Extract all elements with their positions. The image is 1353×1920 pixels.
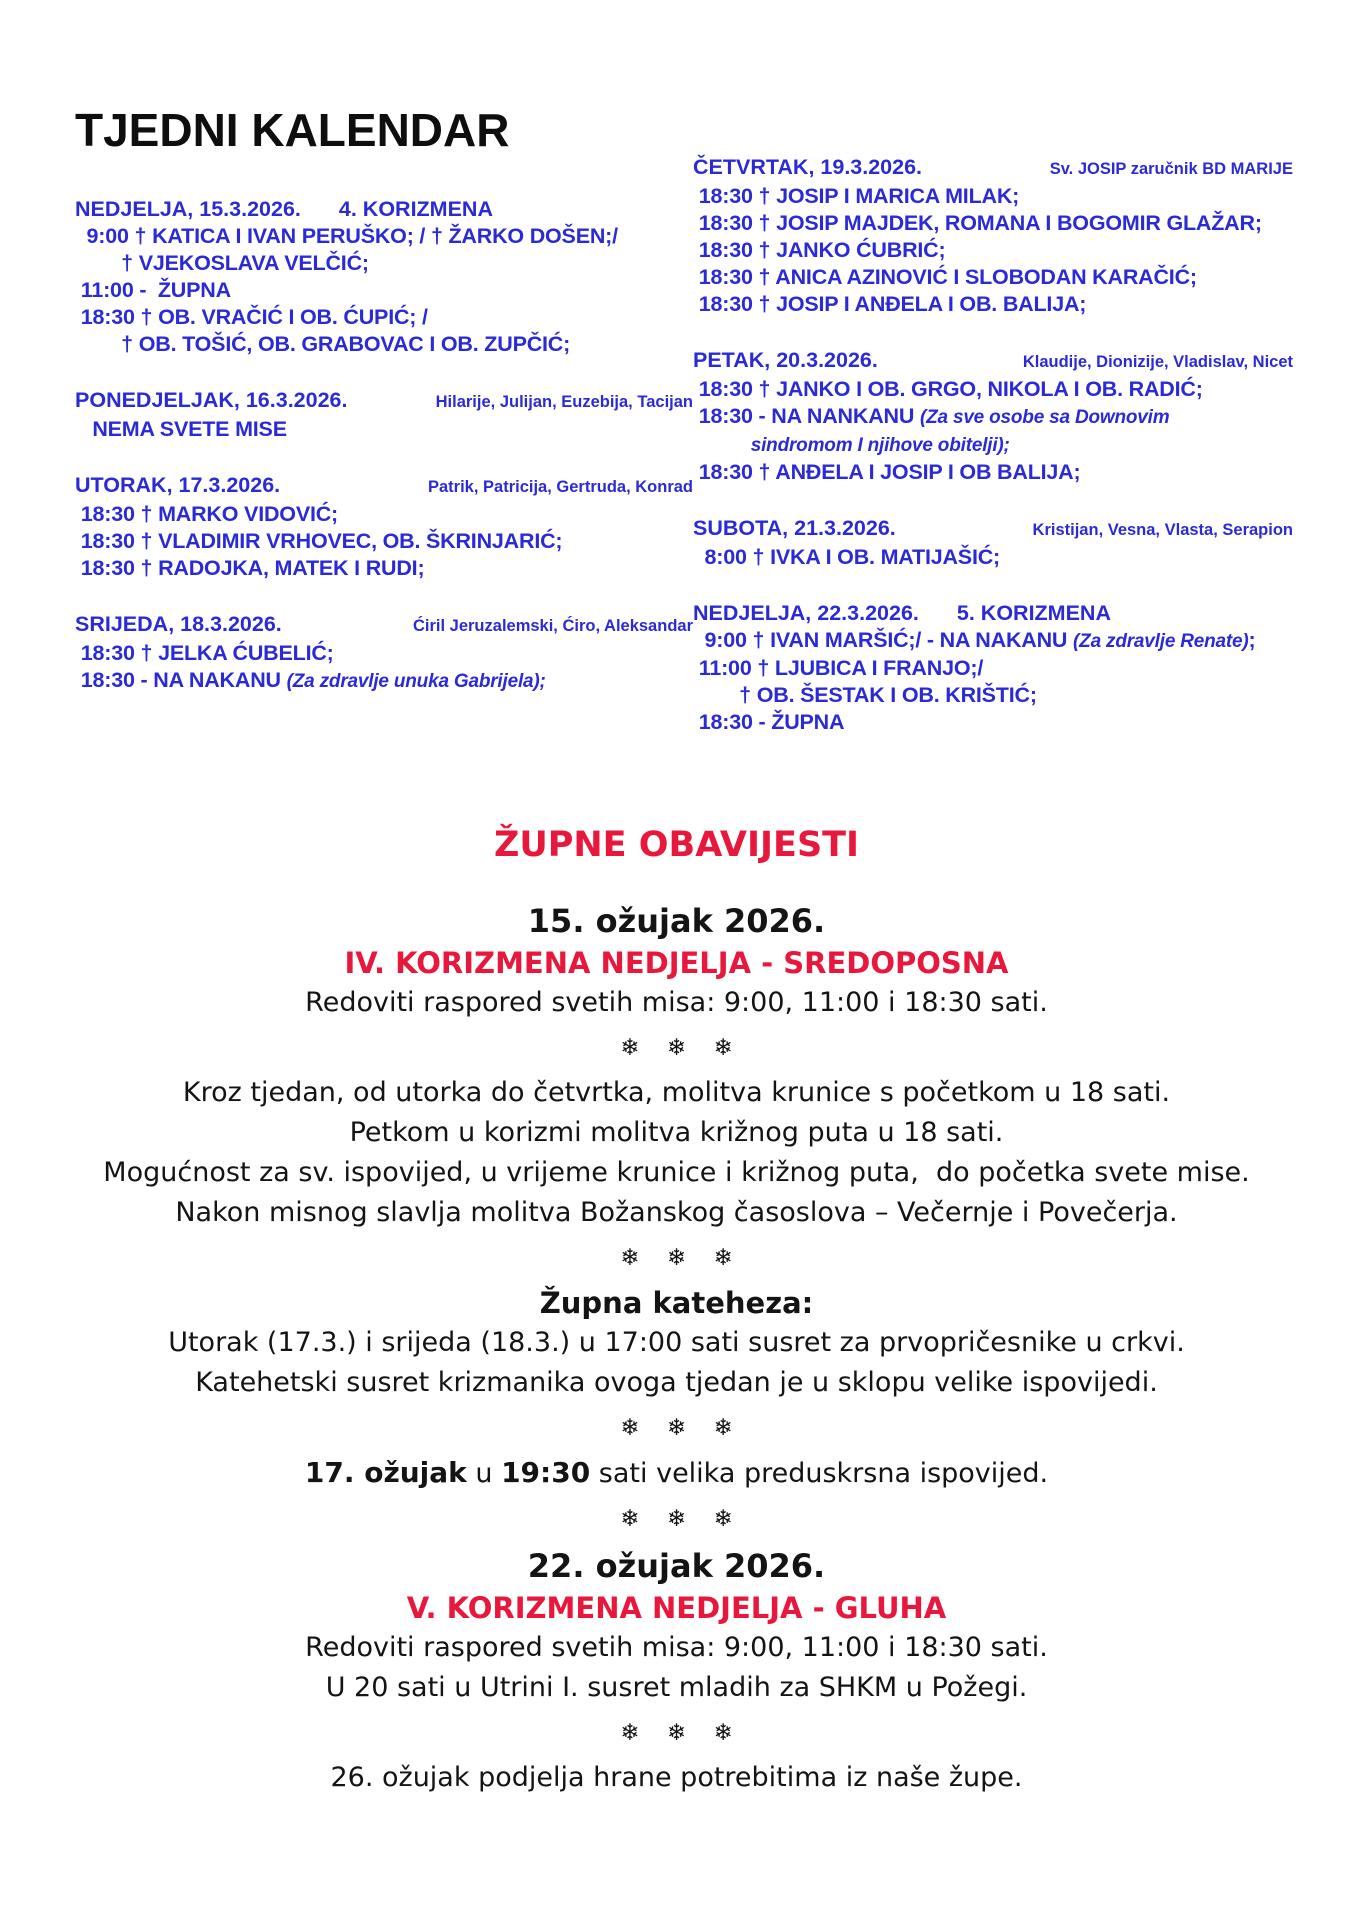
calendar-line <box>693 682 1293 709</box>
day-header <box>75 472 693 501</box>
plain-text: 18:30 - ŽUPNA <box>693 710 845 734</box>
plain-text: 18:30 - NA NANKANU <box>693 404 920 428</box>
calendar-line <box>693 403 1293 431</box>
announcement-text-line: Redoviti raspored svetih misa: 9:00, 11:00 i 18:30 sati. <box>305 987 1048 1018</box>
calendar-line <box>693 544 1293 571</box>
day-header <box>693 154 1293 183</box>
day-name: UTORAK, 17.3.2026. <box>75 473 281 497</box>
italic-note-text: (Za zdravlje unuka Gabrijela); <box>286 671 546 692</box>
day-name: SRIJEDA, 18.3.2026. <box>75 612 282 636</box>
plain-text: † OB. ŠESTAK I OB. KRIŠTIĆ; <box>693 683 1037 707</box>
day-saints: Patrik, Patricija, Gertruda, Konrad <box>428 478 693 496</box>
announcement-text-line: 26. ožujak podjelja hrane potrebitima iz naše župe. <box>330 1762 1023 1793</box>
day-header <box>693 600 1293 627</box>
calendar-line <box>693 709 1293 736</box>
calendar-line <box>693 183 1293 210</box>
plain-text: 18:30 † JOSIP I ANĐELA I OB. BALIJA; <box>693 292 1087 316</box>
day-name: NEDJELJA, 15.3.2026. <box>75 197 301 221</box>
calendar-section <box>75 472 693 582</box>
plain-text: 8:00 † IVKA I OB. MATIJAŠIĆ; <box>693 545 1000 569</box>
day-saints: Klaudije, Dionizije, Vladislav, Nicet <box>1022 353 1293 371</box>
calendar-line <box>75 667 693 695</box>
announcement-bold-line: Župna kateheza: <box>539 1286 814 1320</box>
italic-note-text: (Za zdravlje Renate) <box>1073 631 1249 652</box>
calendar-line <box>75 640 693 667</box>
plain-text: † OB. TOŠIĆ, OB. GRABOVAC I OB. ZUPČIĆ; <box>75 332 571 356</box>
day-name: PETAK, 20.3.2026. <box>693 348 878 372</box>
day-note: 4. KORIZMENA <box>338 197 493 221</box>
plain-text: 11:00 † LJUBICA I FRANJO;/ <box>693 656 984 680</box>
plain-text: 18:30 † VLADIMIR VRHOVEC, OB. ŠKRINJARIĆ; <box>75 529 563 553</box>
plain-text: 9:00 † IVAN MARŠIĆ;/ - NA NAKANU <box>693 628 1074 652</box>
plain-text: 18:30 † MARKO VIDOVIĆ; <box>75 502 339 526</box>
calendar-line <box>75 555 693 582</box>
announcement-text-line: Petkom u korizmi molitva križnog puta u 18 sati. <box>349 1117 1004 1148</box>
calendar-line <box>693 459 1293 486</box>
announcement-separator: ❄ ❄ ❄ <box>620 1035 743 1061</box>
plain-text: NEMA SVETE MISE <box>75 417 287 441</box>
announcement-date-line: 15. ožujak 2026. <box>527 902 826 940</box>
announcement-text-line: Kroz tjedan, od utorka do četvrtka, molitva krunice s početkom u 18 sati. <box>182 1077 1171 1108</box>
plain-text: 18:30 † OB. VRAČIĆ I OB. ĆUPIĆ; / <box>75 305 428 329</box>
announcements-title: ŽUPNE OBAVIJESTI <box>493 825 860 865</box>
day-header <box>693 515 1293 544</box>
plain-text: sati velika preduskrsna ispovijed. <box>590 1458 1049 1489</box>
announcement-rich-line <box>28 1453 1325 1494</box>
day-saints: Ćiril Jeruzalemski, Ćiro, Aleksandar <box>412 617 693 635</box>
announcements <box>0 825 1353 1798</box>
calendar-line <box>75 331 693 358</box>
announcement-text-line: U 20 sati u Utrini I. susret mladih za SHKM u Požegi. <box>325 1672 1028 1703</box>
calendar-section <box>75 196 693 358</box>
calendar-line <box>693 210 1293 237</box>
plain-text: 18:30 † ANĐELA I JOSIP I OB BALIJA; <box>693 460 1081 484</box>
calendar-column-left <box>75 104 693 765</box>
plain-text: 18:30 † RADOJKA, MATEK I RUDI; <box>75 556 425 580</box>
plain-text: 9:00 † KATICA I IVAN PERUŠKO; / † ŽARKO DOŠEN;/ <box>75 224 618 248</box>
announcement-red-line: V. KORIZMENA NEDJELJA - GLUHA <box>406 1591 947 1625</box>
calendar-column-right <box>693 154 1293 765</box>
plain-text: u <box>466 1458 502 1489</box>
calendar-line <box>693 655 1293 682</box>
announcement-text-line: Katehetski susret krizmanika ovoga tjedan je u sklopu velike ispovijedi. <box>195 1367 1158 1398</box>
calendar-line <box>75 277 693 304</box>
page-title: TJEDNI KALENDAR <box>75 104 510 156</box>
plain-text: 18:30 - NA NAKANU <box>75 668 287 692</box>
announcement-separator: ❄ ❄ ❄ <box>620 1720 743 1746</box>
bold-text: 17. ožujak <box>304 1456 467 1489</box>
calendar-line <box>693 291 1293 318</box>
calendar-line <box>75 304 693 331</box>
calendar-line <box>75 223 693 250</box>
announcement-separator: ❄ ❄ ❄ <box>620 1245 743 1271</box>
calendar-line <box>693 431 1293 459</box>
announcement-text-line: Utorak (17.3.) i srijeda (18.3.) u 17:00 sati susret za prvopričesnike u crkvi. <box>168 1327 1185 1358</box>
plain-text: 11:00 - ŽUPNA <box>75 278 231 302</box>
italic-note-text: (Za sve osobe sa Downovim <box>919 407 1170 428</box>
announcement-red-line: IV. KORIZMENA NEDJELJA - SREDOPOSNA <box>344 946 1009 980</box>
day-name: SUBOTA, 21.3.2026. <box>693 516 896 540</box>
day-name: ČETVRTAK, 19.3.2026. <box>693 155 923 179</box>
plain-text: 18:30 † JANKO I OB. GRGO, NIKOLA I OB. RADIĆ; <box>693 377 1203 401</box>
calendar-section <box>693 600 1293 736</box>
plain-text: ; <box>1248 628 1256 652</box>
calendar-line <box>693 627 1293 655</box>
announcement-text-line: Mogućnost za sv. ispovijed, u vrijeme krunice i križnog puta, do početka svete mise. <box>103 1157 1250 1188</box>
plain-text: 18:30 † JELKA ĆUBELIĆ; <box>75 641 334 665</box>
calendar-line <box>693 237 1293 264</box>
italic-note-text: sindromom I njihove obitelji); <box>750 435 1010 456</box>
calendar-section <box>75 611 693 695</box>
announcement-date-line: 22. ožujak 2026. <box>527 1547 826 1585</box>
calendar-section <box>693 154 1293 318</box>
bold-text: 19:30 <box>501 1456 591 1489</box>
day-note: 5. KORIZMENA <box>956 601 1111 625</box>
plain-text <box>693 432 751 456</box>
calendar-line <box>75 501 693 528</box>
day-header <box>75 611 693 640</box>
announcement-text-line: Redoviti raspored svetih misa: 9:00, 11:00 i 18:30 sati. <box>305 1632 1048 1663</box>
announcement-separator: ❄ ❄ ❄ <box>620 1506 743 1532</box>
plain-text: 18:30 † ANICA AZINOVIĆ I SLOBODAN KARAČIĆ; <box>693 265 1197 289</box>
calendar-line <box>693 376 1293 403</box>
calendar-sections-left <box>75 196 693 695</box>
plain-text: † VJEKOSLAVA VELČIĆ; <box>75 251 369 275</box>
day-header <box>75 387 693 416</box>
calendar-line <box>75 250 693 277</box>
calendar-section <box>75 387 693 443</box>
announcement-separator: ❄ ❄ ❄ <box>620 1415 743 1441</box>
announcement-text-line: Nakon misnog slavlja molitva Božanskog časoslova – Večernje i Povečerja. <box>175 1197 1178 1228</box>
calendar-section <box>693 347 1293 486</box>
day-saints: Hilarije, Julijan, Euzebija, Tacijan <box>435 393 693 411</box>
announcement-blocks <box>28 899 1325 1798</box>
day-header <box>75 196 693 223</box>
day-name: PONEDJELJAK, 16.3.2026. <box>75 388 348 412</box>
plain-text: 18:30 † JANKO ĆUBRIĆ; <box>693 238 946 262</box>
calendar-line <box>75 416 693 443</box>
day-name: NEDJELJA, 22.3.2026. <box>693 601 919 625</box>
plain-text: 18:30 † JOSIP MAJDEK, ROMANA I BOGOMIR GLAŽAR; <box>693 211 1262 235</box>
weekly-calendar <box>0 0 1353 765</box>
calendar-line <box>693 264 1293 291</box>
day-saints: Kristijan, Vesna, Vlasta, Serapion <box>1032 521 1293 539</box>
day-saints: Sv. JOSIP zaručnik BD MARIJE <box>1049 160 1293 178</box>
day-header <box>693 347 1293 376</box>
calendar-sections-right <box>693 154 1293 736</box>
plain-text: 18:30 † JOSIP I MARICA MILAK; <box>693 184 1020 208</box>
calendar-line <box>75 528 693 555</box>
calendar-section <box>693 515 1293 571</box>
